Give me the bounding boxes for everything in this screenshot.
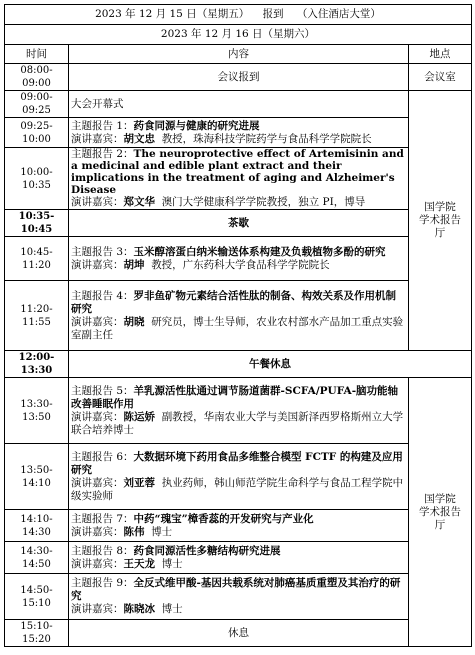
talk-row [5,542,472,574]
speaker-name: 刘亚蓉 [123,476,155,489]
rest-row [5,620,472,647]
location-hall-b-line-1: 国学院 [424,492,456,505]
speaker-label: 演讲嘉宾： [71,258,124,271]
talk-label: 主题报告 4： [71,289,134,302]
talk-row [5,510,472,542]
talk-row [5,444,472,510]
location-hall-b [409,378,472,647]
talk-row [5,237,472,281]
talk-title: The neuroprotective effect of Artemisinin and a medicinal and edible plant extract and their implications in the treatment of aging and Alzheimer's Disease [71,148,404,196]
talk-time: 11:20-11:55 [5,281,69,351]
talk-time: 14:50-15:10 [5,574,69,620]
location-hall-a [409,91,472,351]
speaker-affiliation: 研究员，博士生导师，农业农村部水产品加工重点实验室副主任 [71,315,404,341]
speaker-name: 胡坤 [123,258,145,271]
talk-cell [69,510,409,542]
location-hall-a-line-1: 国学院 [424,201,456,213]
tea-break-row [5,210,472,237]
talk-cell [69,574,409,620]
talk-title: 药食同源与健康的研究进展 [133,119,260,132]
speaker-name: 陈晓冰 [123,603,155,615]
talk-title: 大数据环境下药用食品多维整合模型 FCTF 的构建及应用研究 [71,450,403,476]
header-time: 时间 [5,45,69,64]
talk-time: 14:30-14:50 [5,542,69,574]
speaker-affiliation: 副教授，华南农业大学与美国新泽西罗格斯州立大学联合培养博士 [71,410,404,436]
day1-venue: （入住酒店大堂） [296,8,381,20]
speaker-affiliation: 澳门大学健康科学学院教授，独立 PI，博导 [161,196,366,208]
talk-title: 羊乳源活性肽通过调节肠道菌群-SCFA/PUFA-脑功能轴改善睡眠作用 [71,384,399,410]
opening-row [5,91,472,118]
lunch-text: 午餐休息 [69,351,472,378]
speaker-name: 陈运娇 [123,410,155,423]
talk-row [5,281,472,351]
location-hall-b-line-3: 厅 [434,518,446,531]
speaker-label: 演讲嘉宾： [71,410,124,423]
rest-time: 15:10-15:20 [5,620,69,647]
speaker-name: 郑文华 [123,196,155,208]
talk-title: 中药“瑰宝”樟香蕊的开发研究与产业化 [133,512,314,525]
speaker-name: 胡晓 [123,315,145,328]
registration-row [5,64,472,91]
location-meeting-room: 会议室 [409,64,472,91]
talk-cell [69,281,409,351]
day2-row [5,25,472,45]
talk-title: 罗非鱼矿物元素结合活性肽的制备、构效关系及作用机制研究 [71,289,397,315]
table-header-row [5,45,472,64]
registration-time: 08:00-09:00 [5,64,69,91]
talk-cell [69,237,409,281]
day2-header: 2023 年 12 月 16 日（星期六） [5,25,472,45]
talk-title: 药食同源活性多糖结构研究进展 [133,544,281,557]
talk-label: 主题报告 9： [71,577,134,589]
talk-row [5,148,472,210]
location-hall-a-line-2: 学术报告 [419,214,461,226]
talk-row [5,118,472,148]
day1-event: 报到 [262,8,284,20]
speaker-affiliation: 教授，广东药科大学食品科学学院院长 [151,258,330,271]
header-location: 地点 [409,45,472,64]
talk-time: 10:45-11:20 [5,237,69,281]
talk-time: 13:30-13:50 [5,378,69,444]
speaker-label: 演讲嘉宾： [71,557,124,570]
talk-title: 全反式维甲酸-基因共载系统对肺癌基质重塑及其治疗的研究 [71,577,401,602]
talk-title: 玉米醇溶蛋白纳米输送体系构建及负载植物多酚的研究 [133,245,386,258]
speaker-label: 演讲嘉宾： [71,315,124,328]
opening-text: 大会开幕式 [69,91,409,118]
speaker-affiliation: 博士 [161,557,183,570]
speaker-affiliation: 博士 [151,525,173,538]
speaker-label: 演讲嘉宾： [71,603,124,615]
speaker-name: 王天龙 [123,557,155,570]
speaker-affiliation: 教授，珠海科技学院药学与食品科学学院院长 [161,132,372,145]
lunch-time: 12:00-13:30 [5,351,69,378]
day1-date: 2023 年 12 月 15 日（星期五） [95,8,250,20]
speaker-label: 演讲嘉宾： [71,476,124,489]
registration-text: 会议报到 [69,64,409,91]
speaker-label: 演讲嘉宾： [71,525,124,538]
location-hall-b-line-2: 学术报告 [419,505,461,518]
talk-time: 13:50-14:10 [5,444,69,510]
talk-cell [69,148,409,210]
lunch-row [5,351,472,378]
speaker-name: 胡文忠 [123,132,155,145]
speaker-affiliation: 执业药师，韩山师范学院生命科学与食品工程学院中级实验师 [71,476,404,502]
talk-label: 主题报告 7： [71,512,134,525]
talk-label: 主题报告 2： [71,148,134,160]
talk-time: 10:00-10:35 [5,148,69,210]
rest-text: 休息 [69,620,409,647]
day1-header [5,5,472,25]
talk-label: 主题报告 6： [71,450,134,463]
talk-row [5,378,472,444]
talk-label: 主题报告 8： [71,544,134,557]
talk-time: 14:10-14:30 [5,510,69,542]
talk-cell [69,542,409,574]
speaker-affiliation: 博士 [161,603,183,615]
talk-cell [69,378,409,444]
header-content: 内容 [69,45,409,64]
tea-break-time: 10:35-10:45 [5,210,69,237]
talk-label: 主题报告 1： [71,119,134,132]
tea-break-text: 茶歇 [69,210,409,237]
day1-row [5,5,472,25]
speaker-label: 演讲嘉宾： [71,196,124,208]
talk-label: 主题报告 5： [71,384,134,397]
opening-time: 09:00-09:25 [5,91,69,118]
talk-row [5,574,472,620]
talk-cell [69,118,409,148]
schedule-table [4,4,472,647]
speaker-name: 陈伟 [123,525,145,538]
talk-cell [69,444,409,510]
speaker-label: 演讲嘉宾： [71,132,124,145]
talk-time: 09:25-10:00 [5,118,69,148]
location-hall-a-line-3: 厅 [434,227,446,239]
talk-label: 主题报告 3： [71,245,134,258]
